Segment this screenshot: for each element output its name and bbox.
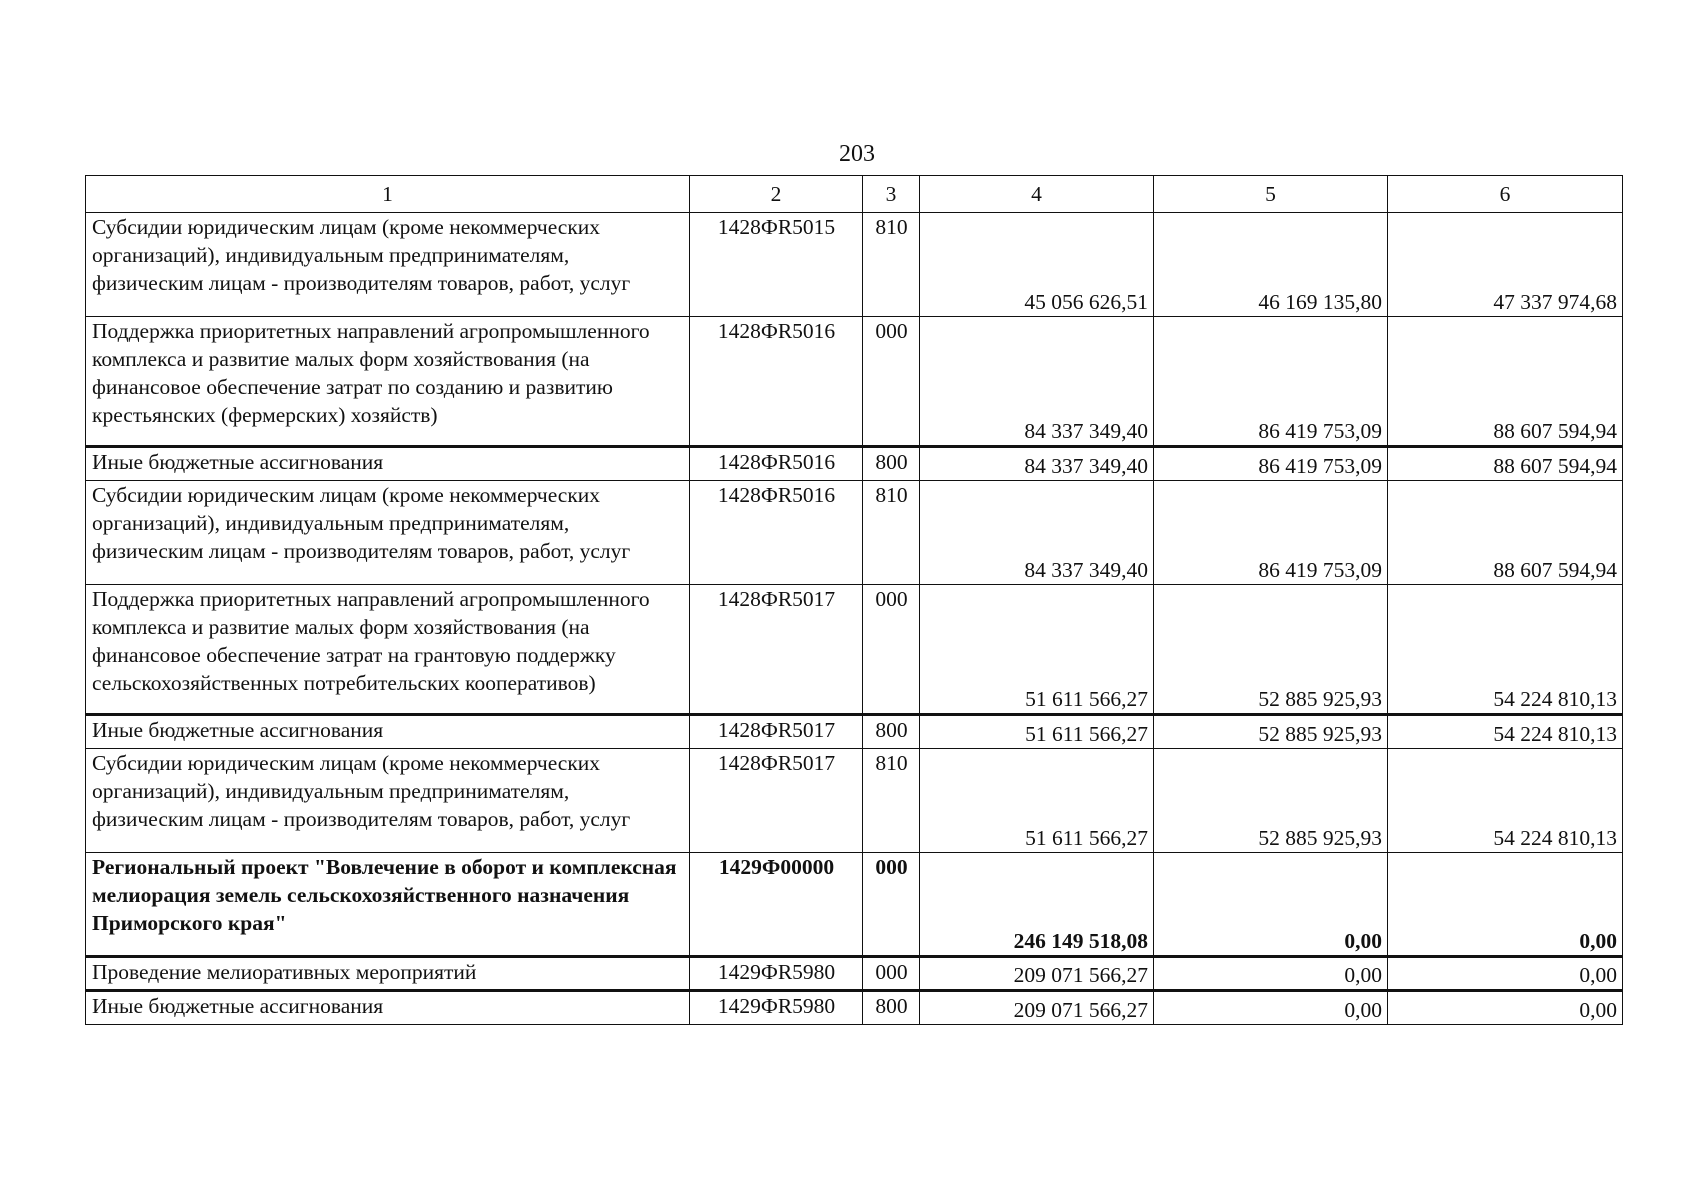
row-amount-col6: 54 224 810,13 [1388, 749, 1623, 853]
table-row [86, 585, 1623, 715]
row-amount-col5: 86 419 753,09 [1154, 447, 1388, 481]
row-amount-col5: 86 419 753,09 [1154, 481, 1388, 585]
row-amount-col4: 51 611 566,27 [920, 749, 1154, 853]
row-target-code: 1428ФR5016 [690, 481, 863, 585]
row-amount-col6: 54 224 810,13 [1388, 715, 1623, 749]
row-description: Поддержка приоритетных направлений агропромышленного комплекса и развитие малых форм хозяйствования (на финансовое обеспечение затрат на грантовую поддержку сельскохозяйственных потребительских кооперативов) [86, 585, 690, 715]
table-row [86, 317, 1623, 447]
row-amount-col6: 0,00 [1388, 991, 1623, 1025]
row-description: Проведение мелиоративных мероприятий [86, 957, 690, 991]
row-target-code: 1428ФR5016 [690, 317, 863, 447]
row-amount-col4: 246 149 518,08 [920, 853, 1154, 957]
row-amount-col4: 209 071 566,27 [920, 957, 1154, 991]
row-amount-col5: 52 885 925,93 [1154, 749, 1388, 853]
row-amount-col5: 52 885 925,93 [1154, 585, 1388, 715]
row-expense-type: 800 [863, 715, 920, 749]
row-amount-col6: 88 607 594,94 [1388, 317, 1623, 447]
row-expense-type: 810 [863, 481, 920, 585]
table-row [86, 447, 1623, 481]
row-expense-type: 000 [863, 317, 920, 447]
row-expense-type: 800 [863, 447, 920, 481]
row-description: Субсидии юридическим лицам (кроме некоммерческих организаций), индивидуальным предпринимателям, физическим лицам - производителям товаров, работ, услуг [86, 481, 690, 585]
row-target-code: 1428ФR5016 [690, 447, 863, 481]
row-target-code: 1428ФR5015 [690, 213, 863, 317]
column-header-6: 6 [1388, 176, 1623, 213]
row-amount-col5: 46 169 135,80 [1154, 213, 1388, 317]
table-row [86, 991, 1623, 1025]
row-amount-col5: 0,00 [1154, 957, 1388, 991]
row-description: Иные бюджетные ассигнования [86, 715, 690, 749]
row-expense-type: 000 [863, 957, 920, 991]
page-number: 203 [839, 141, 875, 167]
row-description: Субсидии юридическим лицам (кроме некоммерческих организаций), индивидуальным предпринимателям, физическим лицам - производителям товаров, работ, услуг [86, 213, 690, 317]
row-description: Поддержка приоритетных направлений агропромышленного комплекса и развитие малых форм хозяйствования (на финансовое обеспечение затрат по созданию и развитию крестьянских (фермерских) хозяйств) [86, 317, 690, 447]
row-description: Иные бюджетные ассигнования [86, 447, 690, 481]
row-amount-col6: 54 224 810,13 [1388, 585, 1623, 715]
row-amount-col6: 47 337 974,68 [1388, 213, 1623, 317]
row-expense-type: 800 [863, 991, 920, 1025]
row-expense-type: 000 [863, 853, 920, 957]
table-row [86, 481, 1623, 585]
row-amount-col4: 51 611 566,27 [920, 585, 1154, 715]
row-amount-col5: 52 885 925,93 [1154, 715, 1388, 749]
row-amount-col6: 0,00 [1388, 957, 1623, 991]
column-header-1: 1 [86, 176, 690, 213]
row-expense-type: 810 [863, 749, 920, 853]
row-amount-col6: 88 607 594,94 [1388, 447, 1623, 481]
column-header-4: 4 [920, 176, 1154, 213]
column-header-2: 2 [690, 176, 863, 213]
row-target-code: 1428ФR5017 [690, 585, 863, 715]
row-target-code: 1428ФR5017 [690, 715, 863, 749]
table-row [86, 853, 1623, 957]
table-row [86, 715, 1623, 749]
row-target-code: 1428ФR5017 [690, 749, 863, 853]
row-expense-type: 810 [863, 213, 920, 317]
row-amount-col4: 45 056 626,51 [920, 213, 1154, 317]
row-description: Региональный проект "Вовлечение в оборот и комплексная мелиорация земель сельскохозяйственного назначения Приморского края" [86, 853, 690, 957]
row-amount-col6: 0,00 [1388, 853, 1623, 957]
row-amount-col4: 51 611 566,27 [920, 715, 1154, 749]
row-amount-col4: 84 337 349,40 [920, 317, 1154, 447]
row-amount-col4: 84 337 349,40 [920, 481, 1154, 585]
table-row [86, 749, 1623, 853]
row-amount-col4: 84 337 349,40 [920, 447, 1154, 481]
column-header-3: 3 [863, 176, 920, 213]
row-amount-col4: 209 071 566,27 [920, 991, 1154, 1025]
row-target-code: 1429ФR5980 [690, 957, 863, 991]
column-header-5: 5 [1154, 176, 1388, 213]
table-row [86, 213, 1623, 317]
budget-table [85, 175, 1623, 1025]
row-amount-col6: 88 607 594,94 [1388, 481, 1623, 585]
row-amount-col5: 86 419 753,09 [1154, 317, 1388, 447]
row-amount-col5: 0,00 [1154, 853, 1388, 957]
row-description: Иные бюджетные ассигнования [86, 991, 690, 1025]
row-description: Субсидии юридическим лицам (кроме некоммерческих организаций), индивидуальным предпринимателям, физическим лицам - производителям товаров, работ, услуг [86, 749, 690, 853]
row-target-code: 1429Ф00000 [690, 853, 863, 957]
row-target-code: 1429ФR5980 [690, 991, 863, 1025]
row-amount-col5: 0,00 [1154, 991, 1388, 1025]
row-expense-type: 000 [863, 585, 920, 715]
table-row [86, 957, 1623, 991]
header-row [86, 176, 1623, 213]
